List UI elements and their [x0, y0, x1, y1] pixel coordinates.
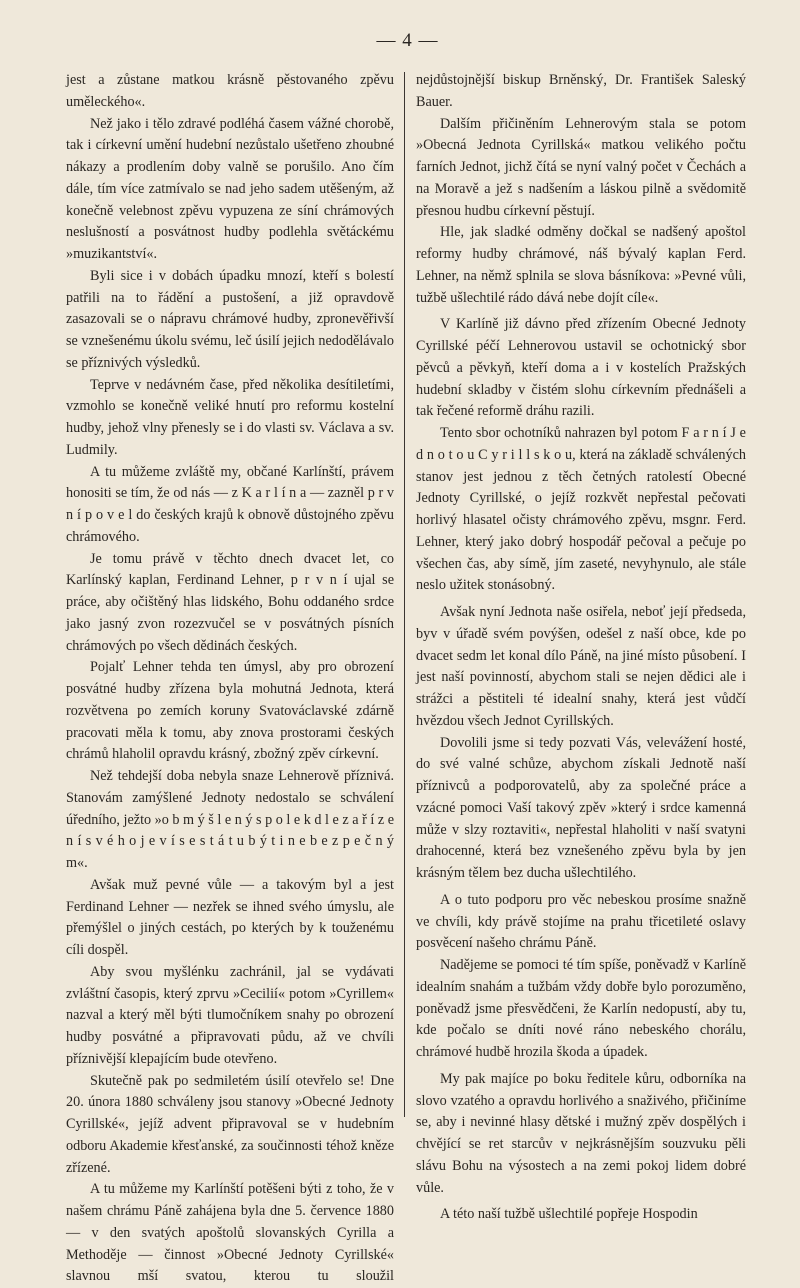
paragraph: Pojalť Lehner tehda ten úmysl, aby pro obrození posvátné hudby zřízena byla mohutná Jednota, která rozvětvena po zemích koruny Svatováclavské zdárně pracovati měla k tomu, aby znova prostorami českých chrámů hlaholil opravdu krásný, zbožný zpěv církevní.: [66, 659, 394, 763]
paragraph: Než tehdejší doba nebyla snaze Lehnerově příznivá. Stanovám zamýšlené Jednoty nedostalo se schválení úředního, ježto »o b m ý š l e n ý s p o l e k d l e z a ř í z e n í s v é h o j e v í s e s t á t u b ý t i n e b e z p e č n ý m«.: [66, 768, 394, 871]
paragraph: My pak majíce po boku ředitele kůru, odborníka na slovo vzatého a opravdu horlivého a snaživého, přičiníme se, aby i nevinné hlasy dětské i mužný zpěv dospělých i chvějící se ret starcův v nejkrásnějším souzvuku pěli slávu Bohu na výsostech a na zemi pokoj lidem dobré vůle.: [416, 1070, 746, 1196]
left-column: [66, 70, 394, 1288]
paragraph: V Karlíně již dávno před zřízením Obecné Jednoty Cyrillské péčí Lehnerovou ustavil se ochotnický sbor pěvců a pěvkyň, kteří doma a i v kostelích Pražských hudební skladby v čistém slohu církevním přednášeli a tak řečené reformě dráhu razili.: [416, 316, 746, 420]
paragraph: Avšak muž pevné vůle — a takovým byl a jest Ferdinand Lehner — nezřek se ihned svého úmyslu, ale přemýšlel o jiných cestách, po kterých by k touženému cíli dospěl.: [66, 876, 394, 958]
paragraph: A tu můžeme zvláště my, občané Karlínští, právem honositi se tím, že od nás — z K a r l í n a — zazněl p r v n í p o v e l do českých krajů k obnově důstojného zpěvu chrámového.: [66, 463, 394, 545]
paragraph: A tu můžeme my Karlínští potěšeni býti z toho, že v našem chrámu Páně zahájena byla dne 5. července 1880 — v den svatých apoštolů slovanských Cyrilla a Methoděje — činnost »Obecné Jednoty Cyrillské« slavnou mší svatou, kterou tu sloužil: [66, 1181, 394, 1285]
paragraph: Dalším přičiněním Lehnerovým stala se potom »Obecná Jednota Cyrillská« matkou velikého počtu farních Jednot, jichž čítá se nyní valný počet v Čechách a na Moravě a jež s nadšením a láskou pilně a svědomitě přesnou hudbu církevní pěstují.: [416, 115, 746, 219]
paragraph: nejdůstojnější biskup Brněnský, Dr. František Saleský Bauer.: [416, 72, 746, 110]
right-column: [416, 70, 746, 1226]
paragraph: Nadějeme se pomoci té tím spíše, poněvadž v Karlíně idealním snahám a tužbám vždy dobře bylo porozuměno, poněvadž jsme přesvědčeni, že Karlín nedopustí, aby tu, kde počalo se dníti nové ráno nebeského chorálu, chrámové hudbě hrozila škoda a úpadek.: [416, 957, 746, 1060]
column-divider: [404, 72, 405, 1117]
paragraph: Avšak nyní Jednota naše osiřela, neboť její předseda, byv v úřadě svém povýšen, odešel z naší obce, kde po dvacet sedm let konal dílo Páně, na jiné místo působení. I jest naší povinností, abychom stali se nejen dědici ale i strážci a pěstiteli té idealní snahy, která jest vůdčí hvězdou všech Jednot Cyrillských.: [416, 604, 746, 729]
paragraph: Tento sbor ochotníků nahrazen byl potom F a r n í J e d n o t o u C y r i l l s k o u, která na základě schválených stanov jest jednou z těch četných ratolestí Obecné Jednoty Cyrillské, o jejíž rozkvět nepřestal pečovati horlivý hlasatel očisty chrámového zpěvu, msgnr. Ferd. Lehner, který jako dobrý hospodář pečoval a pečuje po všechen čas, aby símě, jím zaseté, nevyhynulo, ale stále neslo užitek stonásobný.: [416, 425, 746, 594]
page-number: — 4 —: [376, 30, 439, 51]
paragraph: Aby svou myšlénku zachránil, jal se vydávati zvláštní časopis, který zprvu »Cecilií« potom »Cyrillem« nazval a který měl býti tlumočníkem snahy po obrození hudby posvátné a připravovati půdu, až ve chvíli příznivější klepajícím bude otevřeno.: [66, 963, 394, 1067]
paragraph: Dovolili jsme si tedy pozvati Vás, velevážení hosté, do své valné schůze, abychom získali Jednotě naší příznivců a podporovatelů, aby za společné práce a vzácné pomoci Vaší takový zpěv »který i srdce kamenná může v slzy roztaviti«, nepřestal hlaholiti v naší svatyni drahocenné, která bez vznešeného zpěvu byla by jen krásným tělem bez ducha ušlechtilého.: [416, 734, 746, 881]
paragraph: Teprve v nedávném čase, před několika desítiletími, vzmohlo se konečně veliké hnutí pro reformu kostelní hudby, jehož vlny přenesly se i do vlasti sv. Václava a sv. Ludmily.: [66, 376, 394, 458]
paragraph: A této naší tužbě ušlechtilé popřeje Hospodin: [440, 1206, 698, 1223]
paragraph: Je tomu právě v těchto dnech dvacet let, co Karlínský kaplan, Ferdinand Lehner, p r v n í ujal se práce, aby očištěný hlas lidského, Bohu oddaného srdce jako jasný zvon rozezvučel se v posvátných písních chrámových po všech dědinách českých.: [66, 550, 394, 654]
paragraph: Hle, jak sladké odměny dočkal se nadšený apoštol reformy hudby chrámové, náš bývalý kaplan Ferd. Lehner, na němž splnila se slova básníkova: »Pevné vůli, tužbě ušlechtilé rádo dává nebe dojít cíle«.: [416, 224, 746, 306]
paragraph: Než jako i tělo zdravé podléhá časem vážné chorobě, tak i církevní umění hudební nezůstalo ušetřeno zhoubné nákazy a prodlením doby valně se porušilo. Ano čím dále, tím více zatmívalo se nad jeho sadem utěšeným, až konečně velebnost zpěvu vypuzena ze síní chrámových neslušností a posvátnost hudby podlehla světáckému »muzikantství«.: [66, 115, 394, 262]
paragraph: Byli sice i v dobách úpadku mnozí, kteří s bolestí patřili na to řádění a pustošení, a již opravdově zasazovali se o nápravu chrámové hudby, zpronevěřivší se vznešenému úkolu svému, leč úsilí jejich nedodělávalo se příznivých výsledků.: [66, 267, 394, 371]
paragraph: A o tuto podporu pro věc nebeskou prosíme snažně ve chvíli, kdy právě stojíme na prahu třicetileté oslavy posvěcení našeho chrámu Páně.: [416, 891, 746, 952]
paragraph: Skutečně pak po sedmiletém úsilí otevřelo se! Dne 20. února 1880 schváleny jsou stanovy »Obecné Jednoty Cyrillské«, jejíž advent připravoval se v hudebním odboru Akademie křesťanské, za součinnosti téhož kněze zřízené.: [66, 1072, 394, 1176]
paragraph: jest a zůstane matkou krásně pěstovaného zpěvu uměleckého«.: [66, 72, 394, 110]
